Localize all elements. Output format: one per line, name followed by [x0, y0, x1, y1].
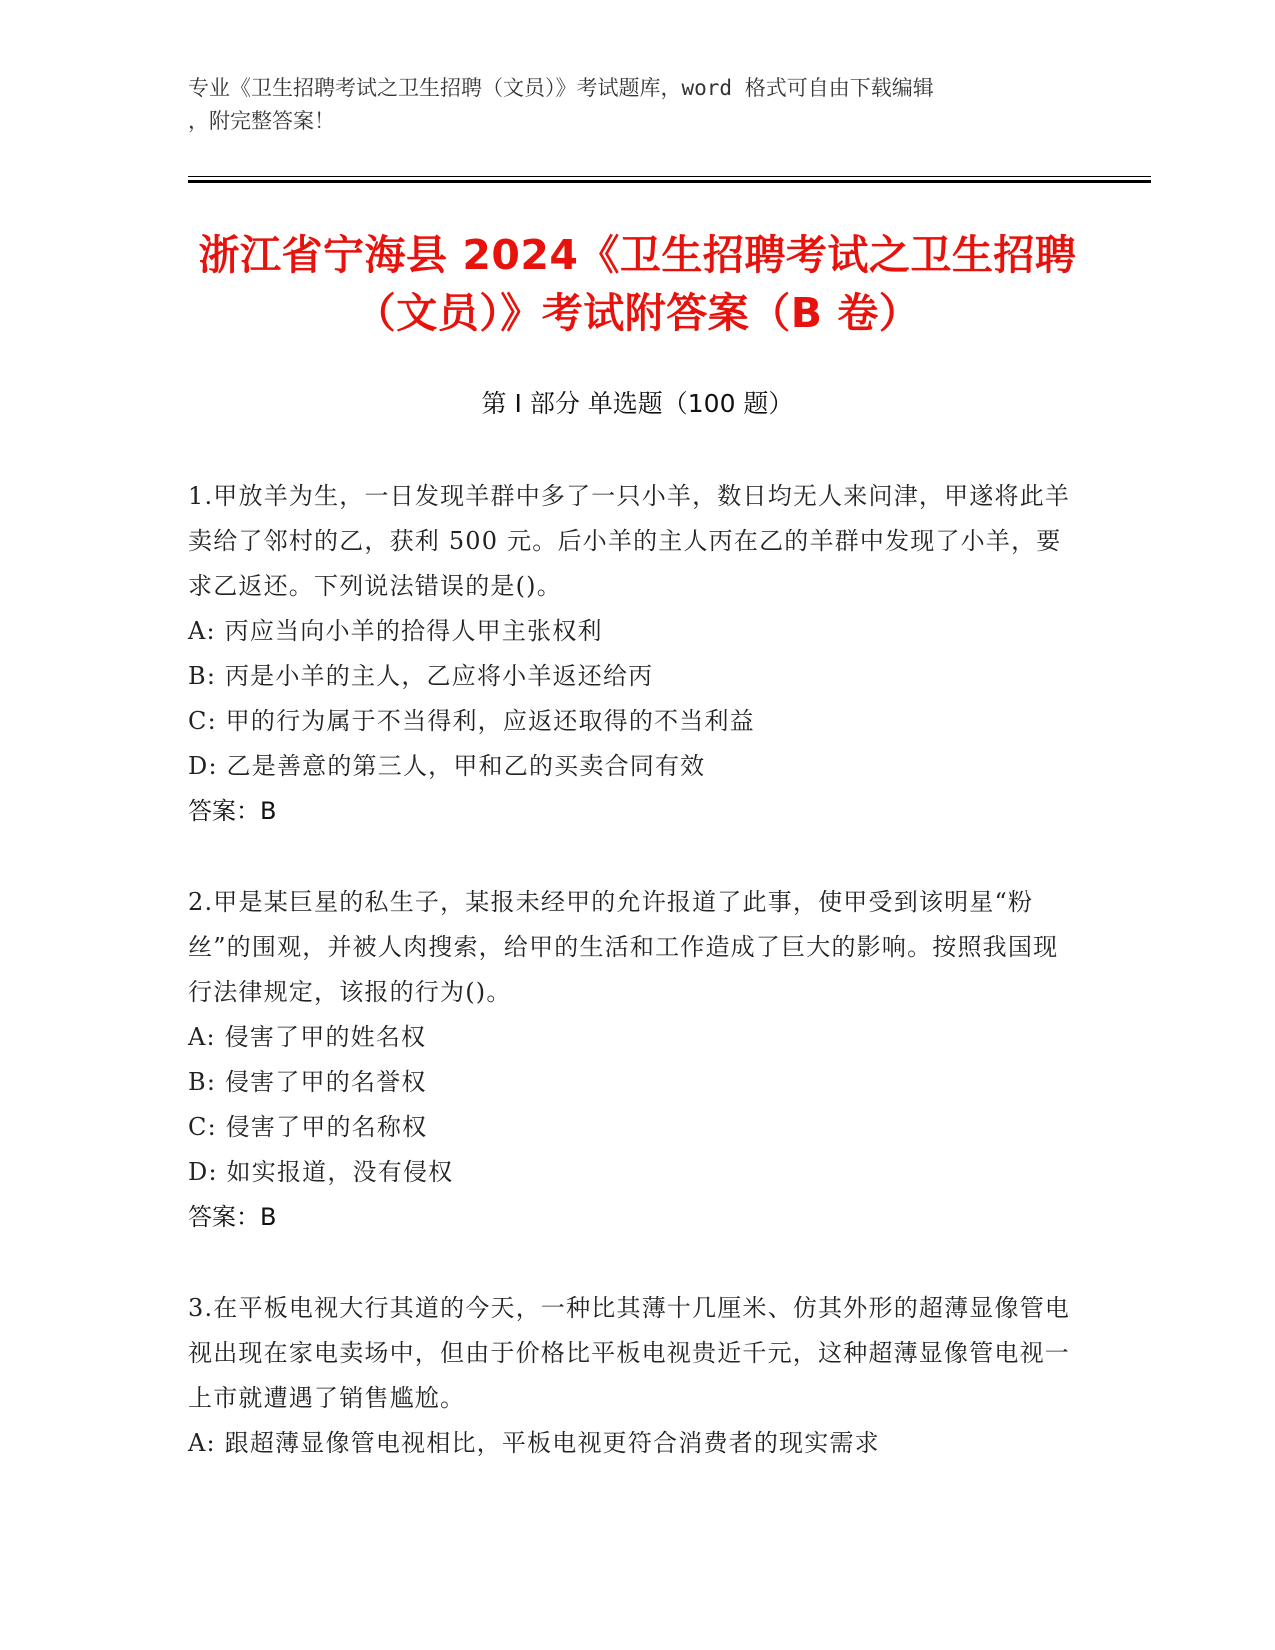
answer-line: 答案：B: [188, 797, 277, 825]
question-3: [188, 1286, 1078, 1466]
option-c: C: 侵害了甲的名称权: [188, 1113, 428, 1141]
option-a: A: 侵害了甲的姓名权: [188, 1023, 427, 1051]
option-c: C: 甲的行为属于不当得利，应返还取得的不当利益: [188, 707, 755, 735]
section-heading: 第 I 部分 单选题（100 题）: [481, 389, 794, 418]
question-stem: 3.在平板电视大行其道的今天，一种比其薄十几厘米、仿其外形的超薄显像管电视出现在家电卖场中，但由于价格比平板电视贵近千元，这种超薄显像管电视一上市就遭遇了销售尴尬。: [188, 1294, 1071, 1412]
option-d: D: 乙是善意的第三人，甲和乙的买卖合同有效: [188, 752, 706, 780]
answer-line: 答案：B: [188, 1203, 277, 1231]
question-1: [188, 474, 1078, 834]
option-a: A: 丙应当向小羊的拾得人甲主张权利: [188, 617, 603, 645]
option-b: B: 侵害了甲的名誉权: [188, 1068, 427, 1096]
option-d: D: 如实报道，没有侵权: [188, 1158, 454, 1186]
header-divider-thin: [188, 176, 1151, 177]
question-stem: 2.甲是某巨星的私生子，某报未经甲的允许报道了此事，使甲受到该明星“粉丝”的围观，并被人肉搜索，给甲的生活和工作造成了巨大的影响。按照我国现行法律规定，该报的行为()。: [188, 888, 1059, 1006]
option-a: A: 跟超薄显像管电视相比，平板电视更符合消费者的现实需求: [188, 1429, 880, 1457]
question-stem: 1.甲放羊为生，一日发现羊群中多了一只小羊，数日均无人来问津，甲遂将此羊卖给了邻村的乙，获利 500 元。后小羊的主人丙在乙的羊群中发现了小羊，要求乙返还。下列说法错误的是()。: [188, 482, 1071, 600]
document-title: 浙江省宁海县 2024《卫生招聘考试之卫生招聘（文员）》考试附答案（B 卷）: [198, 231, 1077, 337]
header-divider-thick: [188, 180, 1151, 183]
option-b: B: 丙是小羊的主人，乙应将小羊返还给丙: [188, 662, 654, 690]
question-list: [188, 474, 1078, 1512]
question-2: [188, 880, 1078, 1240]
header-note: 专业《卫生招聘考试之卫生招聘（文员）》考试题库，word 格式可自由下载编辑 ，附完整答案！: [188, 76, 934, 133]
